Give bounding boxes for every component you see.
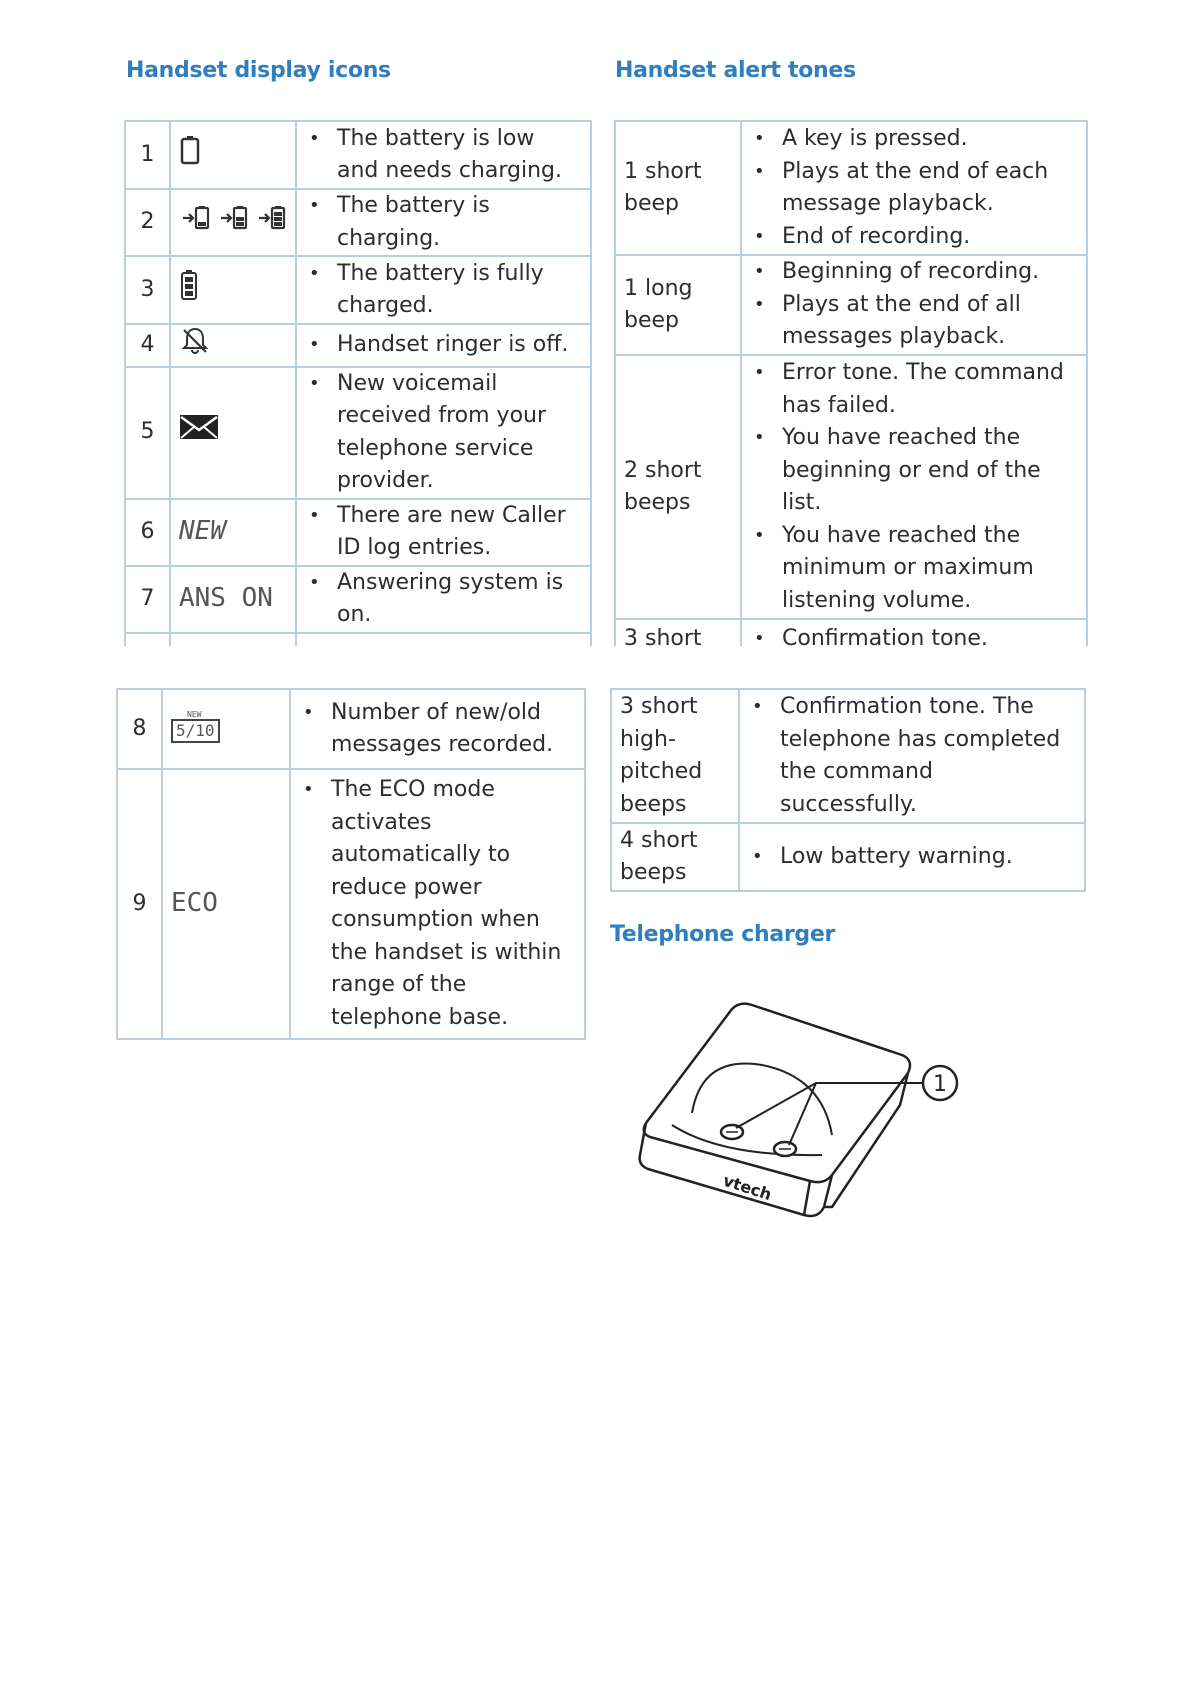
list-item: • Confirmation tone. xyxy=(782,623,1078,646)
list-item: • Beginning of recording. xyxy=(782,256,1078,289)
alert-tones-table-lower xyxy=(610,688,1086,892)
list-item: • The battery is charging. xyxy=(337,190,582,255)
table-row xyxy=(615,355,1087,619)
tone-label: 3 short high-pitched beeps xyxy=(611,689,739,823)
table-row: 7 ANS ON • Answering system is on. xyxy=(125,566,591,633)
battery-full-icon xyxy=(179,269,199,301)
table-row xyxy=(615,255,1087,355)
list-item: • Number of new/old messages recorded. xyxy=(331,697,576,762)
table-row: 4 • Handset ringer is off. xyxy=(125,324,591,367)
list-item: • The battery is fully charged. xyxy=(337,258,582,323)
table-row: 1 • The battery is low and needs charging. xyxy=(125,121,591,189)
list-item: • Error tone. The command has failed. xyxy=(782,357,1078,422)
table-row xyxy=(611,689,1085,823)
list-item: • You have reached the minimum or maximum listening volume. xyxy=(782,520,1078,618)
table-row: 8 NEW 5/10 • Number of new/old messages recorded. xyxy=(117,689,585,769)
table-row: 3 • The battery is fully charged. xyxy=(125,256,591,324)
list-item: • The battery is low and needs charging. xyxy=(337,123,582,188)
charger-heading: Telephone charger xyxy=(610,922,836,947)
new-indicator-icon: NEW xyxy=(179,515,226,546)
list-item: • You have reached the beginning or end of the list. xyxy=(782,422,1078,520)
table-row: 9 ECO • The ECO mode activates automatically to reduce power consumption when the handset is within range of the telephone base. xyxy=(117,769,585,1039)
callout-number: 1 xyxy=(933,1072,947,1097)
list-item: • Low battery warning. xyxy=(780,841,1076,874)
message-count-icon: NEW 5/10 xyxy=(171,719,220,743)
table-row: 6 NEW • There are new Caller ID log entries. xyxy=(125,499,591,566)
table-row: 5 • New voicemail received from your telephone service provider. xyxy=(125,367,591,499)
list-item: • A key is pressed. xyxy=(782,123,1078,156)
list-item: • Confirmation tone. The telephone has completed the command successfully. xyxy=(780,691,1076,821)
display-icons-table-lower xyxy=(116,688,586,1040)
battery-charging-icon xyxy=(179,202,297,232)
eco-indicator-icon: ECO xyxy=(171,887,218,918)
list-item: • Handset ringer is off. xyxy=(337,329,582,362)
ringer-off-icon xyxy=(179,325,211,355)
battery-low-icon xyxy=(179,135,201,165)
table-row xyxy=(615,121,1087,255)
tone-label: 3 short xyxy=(615,619,741,646)
tone-label: 4 short beeps xyxy=(611,823,739,891)
tone-label: 2 short beeps xyxy=(615,355,741,619)
list-item: • The ECO mode activates automatically to reduce power consumption when the handset is within range of the telephone base. xyxy=(331,774,576,1034)
list-item: • There are new Caller ID log entries. xyxy=(337,500,582,565)
charger-illustration xyxy=(632,985,1052,1255)
table-row: 2 • The battery is charging. xyxy=(125,189,591,256)
list-item: • Plays at the end of all messages playback. xyxy=(782,289,1078,354)
table-row xyxy=(615,619,1087,646)
alert-tones-table-upper xyxy=(614,120,1088,646)
list-item: • Plays at the end of each message playback. xyxy=(782,156,1078,221)
display-icons-heading: Handset display icons xyxy=(126,58,391,83)
alert-tones-heading: Handset alert tones xyxy=(615,58,856,83)
table-row xyxy=(125,633,591,647)
tone-label: 1 long beep xyxy=(615,255,741,355)
list-item: • Answering system is on. xyxy=(337,567,582,632)
envelope-icon xyxy=(179,413,219,441)
tone-label: 1 short beep xyxy=(615,121,741,255)
list-item: • End of recording. xyxy=(782,221,1078,254)
ans-on-indicator-icon: ANS ON xyxy=(179,582,273,613)
vtech-logo: vtech xyxy=(720,1170,775,1205)
list-item: • New voicemail received from your telephone service provider. xyxy=(337,368,582,498)
display-icons-table-upper xyxy=(124,120,592,646)
table-row xyxy=(611,823,1085,891)
